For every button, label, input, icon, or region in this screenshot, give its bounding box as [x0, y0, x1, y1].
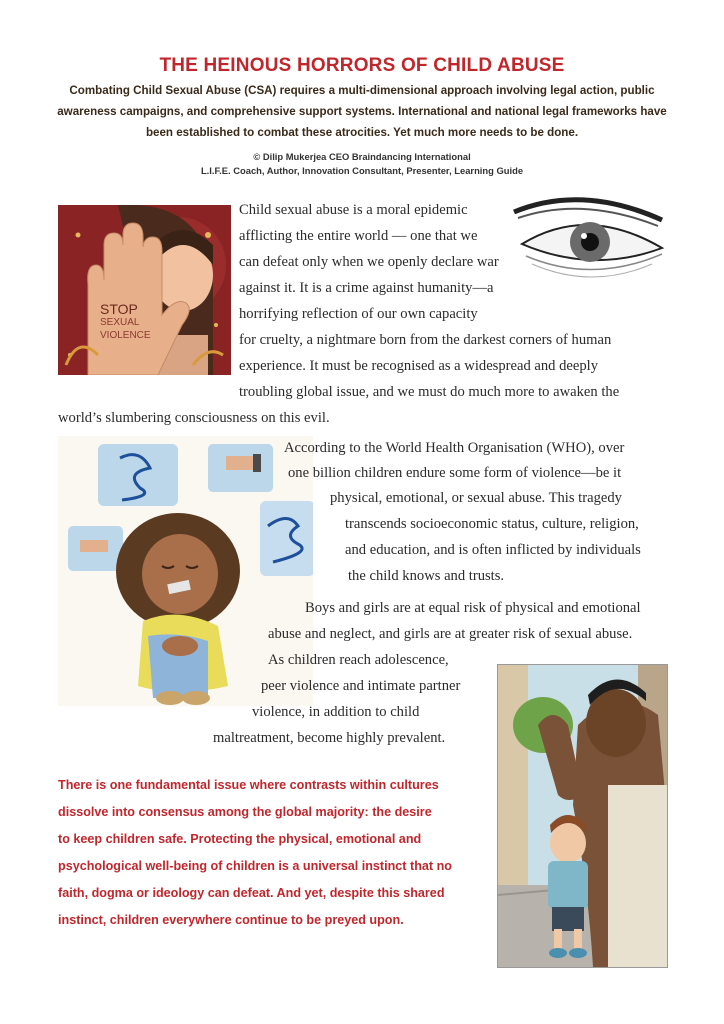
para2-line: According to the World Health Organisation (WHO), over [284, 440, 625, 456]
callout-line: psychological well-being of children is a universal instinct that no [58, 859, 452, 873]
callout-line: faith, dogma or ideology can defeat. And yet, despite this shared [58, 886, 445, 900]
credit-line-1: © Dilip Mukerjea CEO Braindancing International [253, 151, 471, 162]
para1-line: against it. It is a crime against humanity—a [239, 280, 494, 296]
page-title: THE HEINOUS HORRORS OF CHILD ABUSE [159, 55, 565, 76]
para1-line: Child sexual abuse is a moral epidemic [239, 202, 468, 218]
intro-summary: Combating Child Sexual Abuse (CSA) requires a multi-dimensional approach involving legal action, public awareness campaigns, and comprehensive support systems. International and national legal frameworks have been established to combat these atrocities. Yet much more needs to be done. [57, 84, 667, 139]
para2-line: physical, emotional, or sexual abuse. This tragedy [330, 490, 622, 506]
para2-line: transcends socioeconomic status, culture, religion, [345, 516, 639, 532]
callout-line: to keep children safe. Protecting the physical, emotional and [58, 832, 422, 846]
eye-sketch-illustration [512, 192, 667, 292]
stop-violence-illustration [58, 205, 231, 375]
para1-line: afflicting the entire world — one that we [239, 228, 478, 244]
para1-line: world’s slumbering consciousness on this evil. [58, 410, 330, 426]
para2-line: the child knows and trusts. [348, 568, 505, 584]
para2-line: and education, and is often inflicted by individuals [345, 542, 641, 558]
author-credit [0, 150, 724, 178]
sexual-label: SEXUAL [100, 317, 140, 328]
callout-line: There is one fundamental issue where contrasts within cultures [58, 778, 439, 792]
para3-line: peer violence and intimate partner [261, 678, 461, 694]
credit-line-2: L.I.F.E. Coach, Author, Innovation Consultant, Presenter, Learning Guide [200, 165, 524, 176]
violence-label: VIOLENCE [100, 330, 151, 341]
stop-label: STOP [100, 301, 138, 317]
para2-line: one billion children endure some form of violence—be it [288, 465, 622, 481]
para1-line: for cruelty, a nightmare born from the darkest corners of human [239, 332, 612, 348]
para3-line: Boys and girls are at equal risk of physical and emotional [305, 600, 641, 616]
callout-line: instinct, children everywhere continue to be preyed upon. [58, 913, 404, 927]
para1-line: troubling global issue, and we must do much more to awaken the [239, 384, 620, 400]
para1-line: can defeat only when we openly declare war [239, 254, 499, 270]
para1-line: experience. It must be recognised as a widespread and deeply [239, 358, 599, 374]
threatened-boy-illustration [497, 664, 668, 968]
para3-line: abuse and neglect, and girls are at greater risk of sexual abuse. [268, 626, 633, 642]
para3-line: violence, in addition to child [252, 704, 420, 720]
para1-line: horrifying reflection of our own capacity [239, 306, 478, 322]
para3-line: maltreatment, become highly prevalent. [213, 730, 446, 746]
callout-line: dissolve into consensus among the global majority: the desire [58, 805, 432, 819]
para3-line: As children reach adolescence, [268, 652, 449, 668]
